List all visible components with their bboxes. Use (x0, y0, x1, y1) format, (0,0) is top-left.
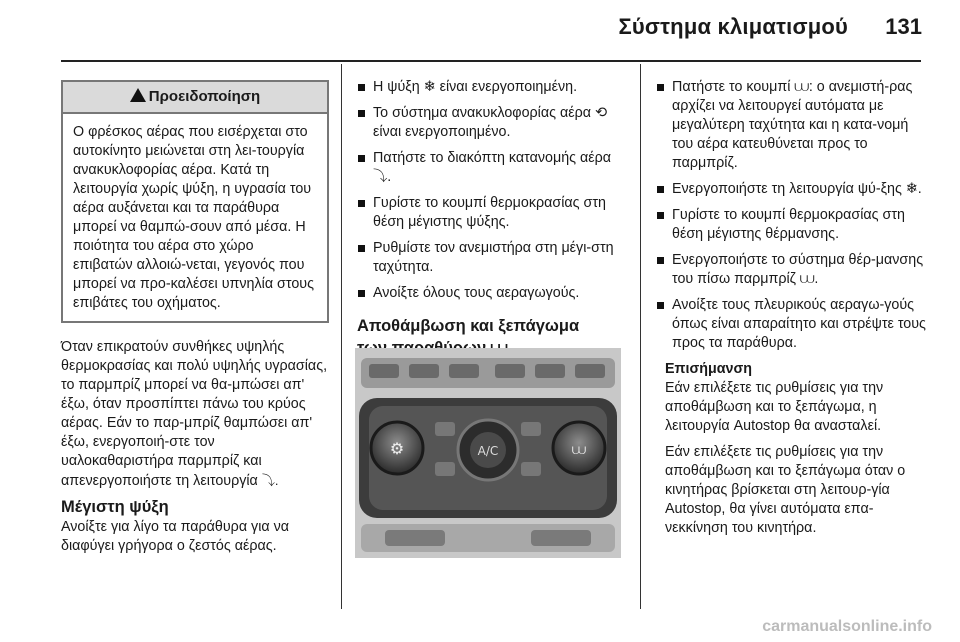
page-number: 131 (885, 14, 922, 39)
column-divider-1 (341, 64, 342, 609)
condensation-text: Όταν επικρατούν συνθήκες υψηλής θερμοκρασίας και πολύ υψηλής υγρασίας, το παρμπρίζ μπορεί να θα-μπώσει απ' έξω, όταν προσπίπτει πάνω του κρύος αέρας. Εάν το παρ-μπρίζ θαμπώσει απ' έξω, ενεργοποιή-στε τον υαλοκαθαριστήρα παρμπρίζ και απενεργοποιήστε τη λειτουργία (61, 339, 328, 489)
column-divider-2 (640, 64, 641, 609)
climate-panel-image (355, 348, 621, 558)
footer-watermark: carmanualsonline.info (762, 618, 932, 635)
list-item: Η ψύξη ❄ είναι ενεργοποιημένη. (357, 78, 625, 97)
warning-header (63, 82, 327, 114)
note-paragraph-2: Εάν επιλέξετε τις ρυθμίσεις για την αποθάμβωση και το ξεπάγωμα όταν ο κινητήρας βρίσκεται στη λειτουρ-γία Autostop, θα γίνει αυτόματα επα-νεκκίνηση του κινητήρα. (665, 444, 906, 536)
list-item: Πατήστε το κουμπί ⩊: ο ανεμιστή-ρας αρχίζει να λειτουργεί αυτόματα με μεγαλύτερη ταχύτητα και η κατα-νομή του αέρα κατευθύνεται προς το παρμπρίζ. (656, 78, 928, 173)
list-item: Πατήστε το διακόπτη κατανομής αέρα ⤵. (357, 149, 625, 187)
max-cooling-list (357, 78, 625, 303)
list-item: Ρυθμίστε τον ανεμιστήρα στη μέγι-στη ταχύτητα. (357, 239, 625, 277)
max-cooling-text: Ανοίξτε για λίγο τα παράθυρα για να διαφύγει γρήγορα ο ζεστός αέρας. (61, 519, 290, 554)
list-item: Ανοίξτε όλους τους αεραγωγούς. (357, 284, 625, 303)
list-item: Ενεργοποιήστε τη λειτουργία ψύ-ξης ❄. (656, 180, 928, 199)
max-cooling-section (61, 496, 331, 556)
condensation-paragraph (61, 338, 331, 491)
header-rule (61, 60, 921, 62)
list-item: Γυρίστε το κουμπί θερμοκρασίας στη θέση μέγιστης ψύξης. (357, 194, 625, 232)
climate-panel-illustration (355, 348, 621, 558)
defog-steps-list (656, 78, 928, 353)
warning-text: Ο φρέσκος αέρας που εισέρχεται στο αυτοκίνητο μειώνεται στη λει-τουργία ανακυκλοφορίας αέρα. Κατά τη λειτουργία χωρίς ψύξη, η υγρασία του αέρα αυξάνεται και τα παράθυρα μπορεί να θαμπώ-σουν από μέσα. Η ποιότητα του αέρα στο χώρο επιβατών αλλοιώ-νεται, γεγονός που μπορεί να προ-καλέσει υπνηλία στους επιβάτες του οχήματος. (73, 124, 314, 311)
list-item: Γυρίστε το κουμπί θερμοκρασίας στη θέση μέγιστης θέρμανσης. (656, 206, 928, 244)
wiper-mode-icon: ⤵. (261, 473, 279, 488)
note-title: Επισήμανση (665, 361, 752, 377)
list-item: Ενεργοποιήστε το σύστημα θέρ-μανσης του πίσω παρμπρίζ ⩊. (656, 251, 928, 289)
panel-knob-symbol-right: ⩊ (571, 442, 587, 458)
defog-title: Αποθάμβωση και ξεπάγωμα (357, 317, 580, 335)
panel-center-label: A/C (477, 444, 499, 458)
page-title: Σύστημα κλιματισμού (618, 14, 848, 39)
warning-icon (130, 88, 146, 102)
right-column (656, 78, 928, 538)
max-cooling-title: Μέγιστη ψύξη (61, 498, 169, 516)
warning-box (61, 80, 329, 323)
middle-column (357, 78, 625, 359)
warning-title: Προειδοποίηση (148, 88, 261, 105)
panel-knob-symbol-left: ⚙ (389, 439, 405, 458)
note-section (656, 360, 928, 538)
note-paragraph-1: Εάν επιλέξετε τις ρυθμίσεις για την αποθάμβωση και το ξεπάγωμα, η λειτουργία Autostop θα ανασταλεί. (665, 380, 884, 434)
list-item: Ανοίξτε τους πλευρικούς αεραγω-γούς όπως είναι απαραίτητο και στρέψτε τους προς τα παράθυρα. (656, 296, 928, 353)
page-header (0, 0, 960, 60)
list-item: Το σύστημα ανακυκλοφορίας αέρα ⟲ είναι ενεργοποιημένο. (357, 104, 625, 142)
